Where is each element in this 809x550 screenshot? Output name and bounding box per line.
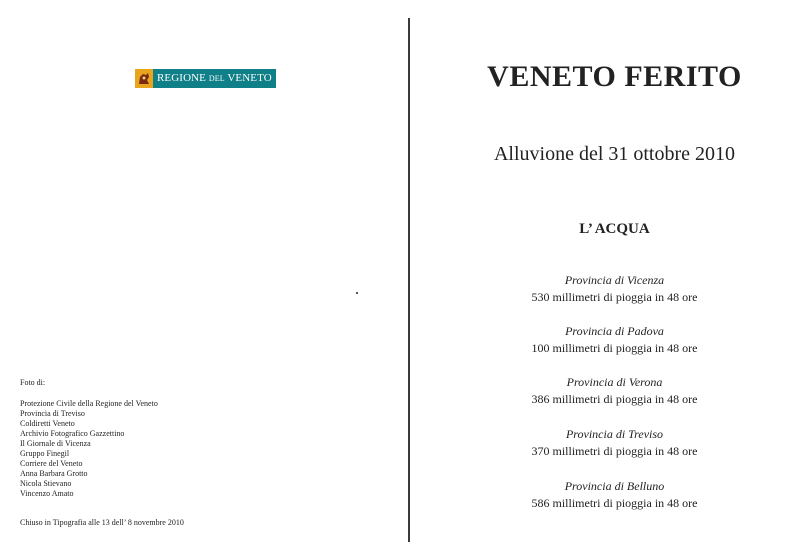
logo-text: REGIONE DEL VENETO — [153, 69, 276, 88]
province-name: Provincia di Verona — [566, 375, 663, 389]
credit-line: Corriere del Veneto — [20, 459, 83, 468]
section-heading: L’ ACQUA — [579, 221, 650, 237]
stray-dot — [356, 292, 358, 294]
regione-veneto-logo — [135, 69, 276, 88]
rainfall-value: 530 millimetri di pioggia in 48 ore — [531, 290, 698, 304]
rainfall-value: 100 millimetri di pioggia in 48 ore — [531, 341, 698, 355]
printing-note: Chiuso in Tipografia alle 13 dell’ 8 novembre 2010 — [20, 518, 184, 527]
province-entry — [420, 478, 809, 512]
province-name: Provincia di Vicenza — [564, 273, 665, 287]
credit-line: Vincenzo Amato — [20, 489, 74, 498]
credit-line: Anna Barbara Grotto — [20, 469, 88, 478]
province-entry — [420, 426, 809, 460]
rainfall-value: 386 millimetri di pioggia in 48 ore — [531, 392, 698, 406]
credit-line: Protezione Civile della Regione del Veneto — [20, 399, 158, 408]
province-entry — [420, 374, 809, 408]
province-entry — [420, 272, 809, 306]
credit-line: Coldiretti Veneto — [20, 419, 75, 428]
page-title: VENETO FERITO — [487, 60, 742, 93]
credit-line: Nicola Stievano — [20, 479, 72, 488]
province-name: Provincia di Belluno — [564, 479, 665, 493]
page-divider — [408, 18, 410, 542]
credit-line: Archivio Fotografico Gazzettino — [20, 429, 125, 438]
rainfall-value: 586 millimetri di pioggia in 48 ore — [531, 496, 698, 510]
province-name: Provincia di Treviso — [565, 427, 664, 441]
page-subtitle: Alluvione del 31 ottobre 2010 — [493, 143, 736, 165]
photo-credits — [20, 378, 158, 499]
province-entry — [420, 323, 809, 357]
credit-line: Provincia di Treviso — [20, 409, 85, 418]
rainfall-value: 370 millimetri di pioggia in 48 ore — [531, 444, 698, 458]
credit-line: Il Giornale di Vicenza — [20, 439, 91, 448]
lion-emblem-icon — [135, 69, 153, 88]
credit-line: Gruppo Finegil — [20, 449, 70, 458]
credits-header: Foto di: — [20, 378, 46, 387]
province-name: Provincia di Padova — [565, 324, 664, 338]
